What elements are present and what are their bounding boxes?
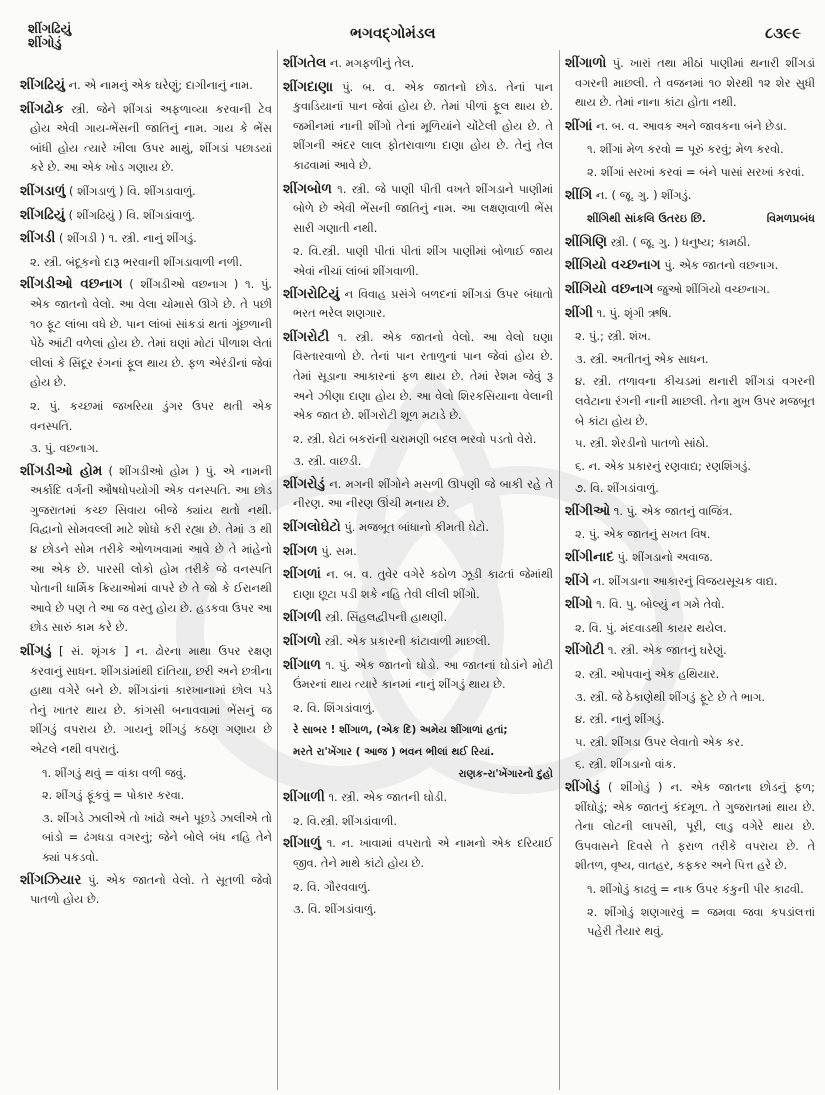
- definition: ૧. સ્ત્રી. જે પાણી પીતી વખતે શીંગડાને પાણીમાં બોળે છે એવી ભેંસની જાતિનું નામ. આ લક્ષણવાળી ભેંસ સારી ગણાતી નથી.: [293, 181, 553, 235]
- dictionary-entry: [20, 642, 272, 760]
- definition: ન. બ. વ. આવક અને જાવકના બંને છેડા.: [596, 118, 787, 133]
- definition: ન. શીંગડાના આકારનું વિજયસૂચક વાદ્ય.: [592, 573, 778, 588]
- headword: શીંગોડું: [565, 779, 600, 795]
- sense: ૩. સ્ત્રી. વાછડી.: [293, 454, 362, 469]
- definition: સ્ત્રી. એક પ્રકારની કાંટાવાળી માછલી.: [324, 634, 491, 649]
- dictionary-title: ભગવદ્ગોમંડલ: [350, 24, 436, 42]
- headword: શીંગો: [565, 596, 593, 613]
- sense: ૨. સ્ત્રી. ઓપવાનું એક હથિયાર.: [575, 667, 720, 682]
- dictionary-entry: [565, 280, 815, 300]
- dictionary-entry: [565, 256, 815, 276]
- headword: શીંગળ: [283, 542, 318, 559]
- dictionary-entry: [283, 518, 553, 538]
- column-3: [565, 54, 815, 945]
- sense: ૪. સ્ત્રી. તળાવના કીચડમાં થનારી શીંગડાં વગરની લવેટાના રંગની નાની માછલી. તેના મુખ ઉપર મજબૂત બે કાંટા હોય છે.: [575, 374, 815, 428]
- sense: ૪. સ્ત્રી. નાનું શીંગડું.: [575, 712, 665, 727]
- definition: ન. મગફળીનું તેલ.: [329, 56, 415, 70]
- definition: ( શીંગડીઓ વછનાગ ) ૧. પું. એક જાતનો વેલો. આ વેલા ચોમાસે ઊગે છે. તે પછી ૧૦ ફૂટ લાંબા વધે છે. પાન લાંબાં સાંકડાં થતાં ગૂંછળાની પેઠે આંટી વળેલાં હોય છે. તેમાં ઘણાં મોટાં પીળાશ લેતાં લીલાં કે સિંદૂર રંગનાં ફૂલ થાય છે. ફળ એરંડીનાં જેવાં હોય છે.: [30, 277, 272, 390]
- headword: શીંગિણિ: [565, 233, 607, 250]
- definition: ન. મગની શીંગોને મસળી ઊપણી જે બાકી રહે તે નીરણ. આ નીરણ ઊંચી મનાય છે.: [293, 476, 554, 511]
- idiom: ૧. શીંગાં મેળ કરવો = પૂરું કરવું; મેળ કરવો.: [587, 142, 784, 157]
- sense: ૫. સ્ત્રી. શેરડીનો પાતળો સાંઠો.: [575, 436, 709, 451]
- dictionary-entry: [20, 76, 272, 96]
- definition: પું. શીંગડાનો અવાજ.: [617, 550, 713, 565]
- quotation-line: મરતે રા'ખેંગાર ( આજ ) ભવન ભીલાં થઈ રિયાં.: [293, 746, 495, 758]
- definition: પું. એક જાતનો વછનાગ.: [664, 258, 779, 273]
- dictionary-entry: [565, 304, 815, 324]
- definition: સ્ત્રી. સિંહલદ્વીપની હાથણી.: [325, 610, 448, 625]
- headword: શીંગબોળ: [283, 180, 332, 197]
- definition: ( શીંગડાળું ) વિ. શીંગડાવાળું.: [69, 183, 196, 198]
- sense: ૩. પું. વછનાગ.: [30, 441, 99, 456]
- definition: ૧. વિ. પુ. બોલ્યું ન ગમે તેવો.: [596, 597, 725, 612]
- sense: ૨. વિ. શિંગડાંવાળું.: [293, 700, 375, 715]
- headword: શીંગળો: [283, 633, 322, 650]
- definition: જુઓ શીંગિયો વચ્છનાગ.: [657, 281, 770, 296]
- dictionary-entry: [20, 100, 272, 178]
- dictionary-entry: [20, 206, 272, 226]
- headword: શીંગી: [565, 304, 593, 321]
- dictionary-entry: [20, 871, 272, 910]
- headword: શીંગાળું: [283, 835, 321, 852]
- definition: પું. મજબૂત બાંધાનો કીમતી ઘેટો.: [344, 520, 489, 535]
- definition: પું. ખારાં તથા મીઠાં પાણીમાં થનારી શીંગડાં વગરની માછલી. તે વજનમાં ૧૦ શેરથી ૧૨ શેર સુધી થાય છે. તેમાં નાના કાંટા હોતા નથી.: [575, 56, 816, 110]
- dictionary-entry: [283, 788, 553, 808]
- definition: ( શીંગઢિયું ) વિ. શીંગડાંવાળું.: [68, 207, 195, 222]
- dictionary-entry: [565, 117, 815, 137]
- idiom: ૧. શીંગડું થવું = વાંકા વળી જવું.: [42, 765, 187, 780]
- dictionary-entry: [283, 656, 553, 695]
- definition: ૧. સ્ત્રી. એક જાતની ઘોડી.: [328, 790, 448, 805]
- definition: ૧. ન. ખાવામાં વપરાતો એ નામનો એક દરિયાઈ જીવ. તેને માથે કાંટો હોય છે.: [293, 836, 553, 870]
- dictionary-entry: [283, 54, 553, 74]
- sense: ૨. પું. એક જાતનું સખત વિષ.: [575, 527, 711, 542]
- quotation-line: રે સાબર ! શીંગાળ, (એક દિ) અમેય શીંગાળાં હતાં;: [293, 724, 508, 737]
- headword: શીંગઢોક: [20, 100, 64, 117]
- sense: ૨. વિ.સ્ત્રી. પાણી પીતાં પીતાં શીંગ પાણીમાં બોળાઈ જાય એવાં નીચાં લાંબાં શીંગવાળી.: [293, 244, 553, 278]
- page-number: ૮૩૯૯: [764, 24, 801, 42]
- column-divider-1: [277, 50, 278, 1090]
- sense: ૨. વિ. ગૌરવવાળું.: [293, 879, 371, 894]
- dictionary-entry: [283, 542, 553, 562]
- dictionary-entry: [565, 502, 815, 522]
- page-header: [0, 0, 825, 51]
- headword: શીંગડી: [20, 230, 56, 247]
- headword: શીંગઝિયાર: [20, 871, 82, 888]
- headword: શીંગાળ: [283, 656, 321, 673]
- definition: ૧. પું. એક જાતનો ઘોડો. આ જાતનાં ઘોડાંને મોટી ઉંમરનાં થાય ત્યારે કાનમાં નાનું શીંગડું થાય છે.: [293, 657, 553, 692]
- citation-source: વિમળપ્રબંધ: [766, 212, 815, 226]
- headword: શીંગરોટિયું: [283, 285, 340, 302]
- dictionary-entry: [565, 641, 815, 661]
- idiom: ૨. શીંગોડું શણગારવું = જમવા જવા કપડાંલત્તાં પહેરી તૈયાર થવું.: [587, 904, 815, 939]
- sense: ૨. સ્ત્રી. ઘેટાં બકરાંની ચરામણી બદલ ભરવો પડતો વેરો.: [293, 431, 537, 446]
- definition: ન વિવાહ પ્રસંગે બળદનાં શીંગડાં ઉપર બંધાતો ભરત ભરેલ શણગાર.: [293, 286, 553, 321]
- headword: શીંગતેલ: [283, 55, 327, 71]
- definition: સ્ત્રી. જેને શીંગડાં અફળાવ્યા કરવાની ટેવ હોય એવી ગાય-ભેંસની જાતિનું નામ. ગાય કે ભેંસ બાંધી હોય ત્યારે ખીલા ઉપર માથું, શીંગડાં પછાડયાં કરે છે. આ એક ખોડ ગણાય છે.: [30, 101, 272, 175]
- dictionary-entry: [283, 285, 553, 324]
- headword: શીંગિયો વચ્છનાગ: [565, 257, 661, 274]
- idiom: ૨. શીંગડું ફૂંકવું = પોકાર કરવા.: [42, 788, 185, 803]
- column-1: [20, 76, 272, 914]
- dictionary-entry: [283, 565, 553, 604]
- sense: ૩. વિ. શીંગડાંવાળું.: [293, 902, 377, 917]
- dictionary-entry: [283, 328, 553, 426]
- headword: શીંગડીઓ વછનાગ: [20, 276, 123, 293]
- headword: શીંગાળો: [565, 55, 607, 71]
- headword: શીંગાં: [565, 117, 593, 134]
- definition: ૧. પું. એક જાતનું વાજિંત્ર.: [613, 503, 733, 518]
- definition: ન. ( જૂ. ગુ. ) શીંગડું.: [595, 187, 692, 202]
- sense: ૫. સ્ત્રી. શીંગડા ઉપર લેવાતો એક કર.: [575, 734, 744, 749]
- headword: શીંગદાણા: [283, 78, 334, 95]
- sense: ૨. પું. કચ્છમાં જખરિયા ડુંગર ઉપર થતી એક વનસ્પતિ.: [30, 398, 272, 433]
- headword: શીંગઢિયું: [20, 77, 65, 93]
- dictionary-entry: [565, 233, 815, 253]
- headword: શીંગઢિયું: [20, 206, 65, 223]
- dictionary-entry: [20, 275, 272, 393]
- definition: ( શીંગડી ) ૧. સ્ત્રી. નાનું શીંગડું.: [59, 231, 197, 246]
- idiom: ૨. શીંગાં સરખાં કરવાં = બંને પાસાં સરખાં કરવાં.: [587, 164, 805, 179]
- definition: [ સં. શૃંગક ] ન. ઢોરના માથા ઉપર રક્ષણ કરવાનું સાધન. શીંગડાંમાંથી દાંતિયા, છરી અને છત્રીના હાથા વગેરે બને છે. શીંગડાંનાં કારખાનામાં છોલ પડે તેનું ખાતર થાય છે. કાંગસી બનાવવામાં ભેંસનું જ શીંગડું વપરાય છે. ગાયનું શીંગડું કઠણ ગણાય છે એટલે નથી વપરાતું.: [30, 644, 272, 756]
- definition: ( શીંગોડું ) ન. એક જાતના છોડનું ફળ; શીંઘોડું; એક જાતનું કંદમૂળ. તે ગુજરાતમાં થાય છે. તેના લોટની લાપસી, પૂરી, લાડુ વગેરે થાય છે. ઉપવાસને દિવસે તે ફરાળ તરીકે વપરાય છે. તે શીતળ, વૃષ્ય, વાતહર, કફકર અને પિત્ત હરે છે.: [575, 780, 816, 873]
- headword: શીંગલોઘેટો: [283, 519, 341, 536]
- sense: ૬. ન. એક પ્રકારનું રણવાદ્ય; રણશિંગડું.: [575, 458, 751, 473]
- definition: ૧. પું. શૃંગી ઋષિ.: [596, 305, 672, 320]
- headword: શીંગીનાદ: [565, 549, 614, 566]
- headword: શીંગે: [565, 572, 590, 589]
- dictionary-entry: [565, 778, 815, 876]
- idiom: ૧. શીંગોડું કાઢવું = નાક ઉપર કંકુની પીર કાઢવી.: [587, 881, 804, 896]
- dictionary-entry: [565, 548, 815, 568]
- idiom: ૩. શીંગડે ઝાલીએ તો ખાંઢો અને પૂછડે ઝાલીએ તો બાંડો = ઢંગધડા વગરનું; જેને બોલે બંધ નહિ તેને ક્યાં પકડવો.: [42, 810, 272, 864]
- dictionary-entry: [20, 182, 272, 202]
- sense: ૭. વિ. શીંગડાંવાળું.: [575, 481, 659, 496]
- quotation-source: રાણક-રા'ખેંગારનો દુહો: [458, 767, 553, 780]
- dictionary-entry: [283, 834, 553, 873]
- dictionary-entry: [565, 54, 815, 113]
- headword: શીંગીઓ: [565, 502, 611, 519]
- dictionary-entry: [283, 475, 553, 514]
- sense: ૩. સ્ત્રી. અતીતનું એક સાધન.: [575, 351, 709, 366]
- definition: ન. એ નામનું એક ઘરેણું; દાગીનાનું નામ.: [68, 78, 253, 92]
- sense: ૨. સ્ત્રી. બંદૂકનો દારૂ ભરવાની શીંગડાવાળી નળી.: [30, 254, 243, 269]
- headword: શીંગાળી: [283, 789, 325, 806]
- dictionary-entry: [283, 78, 553, 176]
- column-divider-2: [559, 50, 560, 1090]
- definition: ૧. સ્ત્રી. એક જાતનો વેલો. આ વેલો ઘણા વિસ્તારવાળો છે. તેનાં પાન રતાળુનાં પાન જેવાં હોય છે. તેમાં સૂડાના આકારનાં ફળ થાય છે. તેમાં રેશમ જેવું રૂ અને ઝીણા દાણા હોય છે. આ વેલો શિરકસિયાના વેલાની એક જાત છે. શીંગરોટી શૂળ મટાડે છે.: [293, 329, 553, 423]
- guide-word-last: શીંગોડું: [28, 36, 62, 51]
- column-2: [283, 54, 553, 923]
- dictionary-entry: [565, 572, 815, 592]
- dictionary-entry: [20, 229, 272, 249]
- headword: શીંગળી: [283, 609, 322, 626]
- definition: પું. સમ.: [321, 543, 357, 558]
- sense: ૨. વિ.સ્ત્રી. શીંગડાંવાળી.: [293, 813, 397, 828]
- dictionary-entry: [283, 608, 553, 628]
- sense: ૨. વિ. પું. મંદવાડથી કાયર થયેલ.: [575, 620, 727, 635]
- definition: ૧. સ્ત્રી. એક જાતનું ઘરેણું.: [607, 643, 727, 658]
- citation-text: શીંગિથી સાંકલિ ઉતરઇ છિ.: [587, 212, 706, 226]
- dictionary-entry: [283, 180, 553, 239]
- definition: પું. એક જાતનો વેલો. તે સૂતળી જેવો પાતળો હોય છે.: [30, 872, 272, 907]
- guide-words: [28, 23, 71, 51]
- dictionary-entry: [283, 632, 553, 652]
- headword: શીંગોટી: [565, 642, 605, 659]
- definition: પું. બ. વ. એક જાતનો છોડ. તેનાં પાન કુવાડિયાનાં પાન જેવાં હોય છે. તેમાં પીળાં ફૂલ થાય છે. જમીનમાં નાની શીંગો તેનાં મૂળિયાંને ચોંટેલી હોય છે. તે શીંગની અંદર લાલ ફોતરાવાળા દાણા હોય છે. તેનું તેલ કાઢવામાં આવે છે.: [293, 79, 553, 172]
- headword: શીંગરોટી: [283, 328, 330, 345]
- sense: ૩. સ્ત્રી. જે ઠેકાણેથી શીંગડું ફૂટે છે તે ભાગ.: [575, 689, 766, 704]
- dictionary-entry: [565, 595, 815, 615]
- sense: ૬. સ્ત્રી. શીંગડાનો વાંક.: [575, 757, 677, 772]
- headword: શીંગડાળું: [20, 182, 66, 199]
- headword: શીંગડું: [20, 643, 52, 660]
- headword: શીંગિયો વછનાગ: [565, 280, 654, 297]
- headword: શીંગરોડું: [283, 475, 325, 492]
- definition: ( શીંગડીઓ હોમ ) પું. એ નામની અર્કાદિ વર્ગની ઔષધોપયોગી એક વનસ્પતિ. આ છોડ ગુજરાતમાં કચ્છ સિવાય બીજે ક્યાંય થતો નથી. વિદ્વાનો સોમવલ્લી માટે શોધો કરી રહ્યા છે. તેમાં ૩ થી ૪ છોડને સોમ તરીકે ઓળખવામાં આવે છે તે માંહેનો આ એક છે. પારસી લોકો હોમ તરીકે જે વનસ્પતિ પોતાની ધાર્મિક ક્રિયાઓમાં વાપરે છે તે જો કે ઈરાનથી આવે છે પણ તે આ જ વસ્તુ હોય છે. હડકવા ઉપર આ છોડ સારું કામ કરે છે.: [30, 463, 273, 635]
- sense: ૨. પું.; સ્ત્રી. શંખ.: [575, 329, 651, 344]
- dictionary-entry: [20, 462, 272, 638]
- dictionary-entry: [565, 186, 815, 206]
- guide-word-first: શીંગઢિયું: [28, 22, 72, 37]
- definition: ન. બ. વ. તુવેર વગેરે કઠોળ ઝૂડી કાઢતાં જેમાંથી દાણા છૂટા પડી શકે નહિ તેવી લીલી શીંગો.: [293, 567, 553, 601]
- headword: શીંગળાં: [283, 566, 321, 583]
- headword: શીંગડીઓ હોમ: [20, 462, 103, 479]
- citation: [587, 209, 815, 229]
- headword: શીંગિ: [565, 186, 593, 203]
- definition: સ્ત્રી. ( જૂ. ગુ. ) ધનુષ્ય; કામઠી.: [610, 234, 751, 249]
